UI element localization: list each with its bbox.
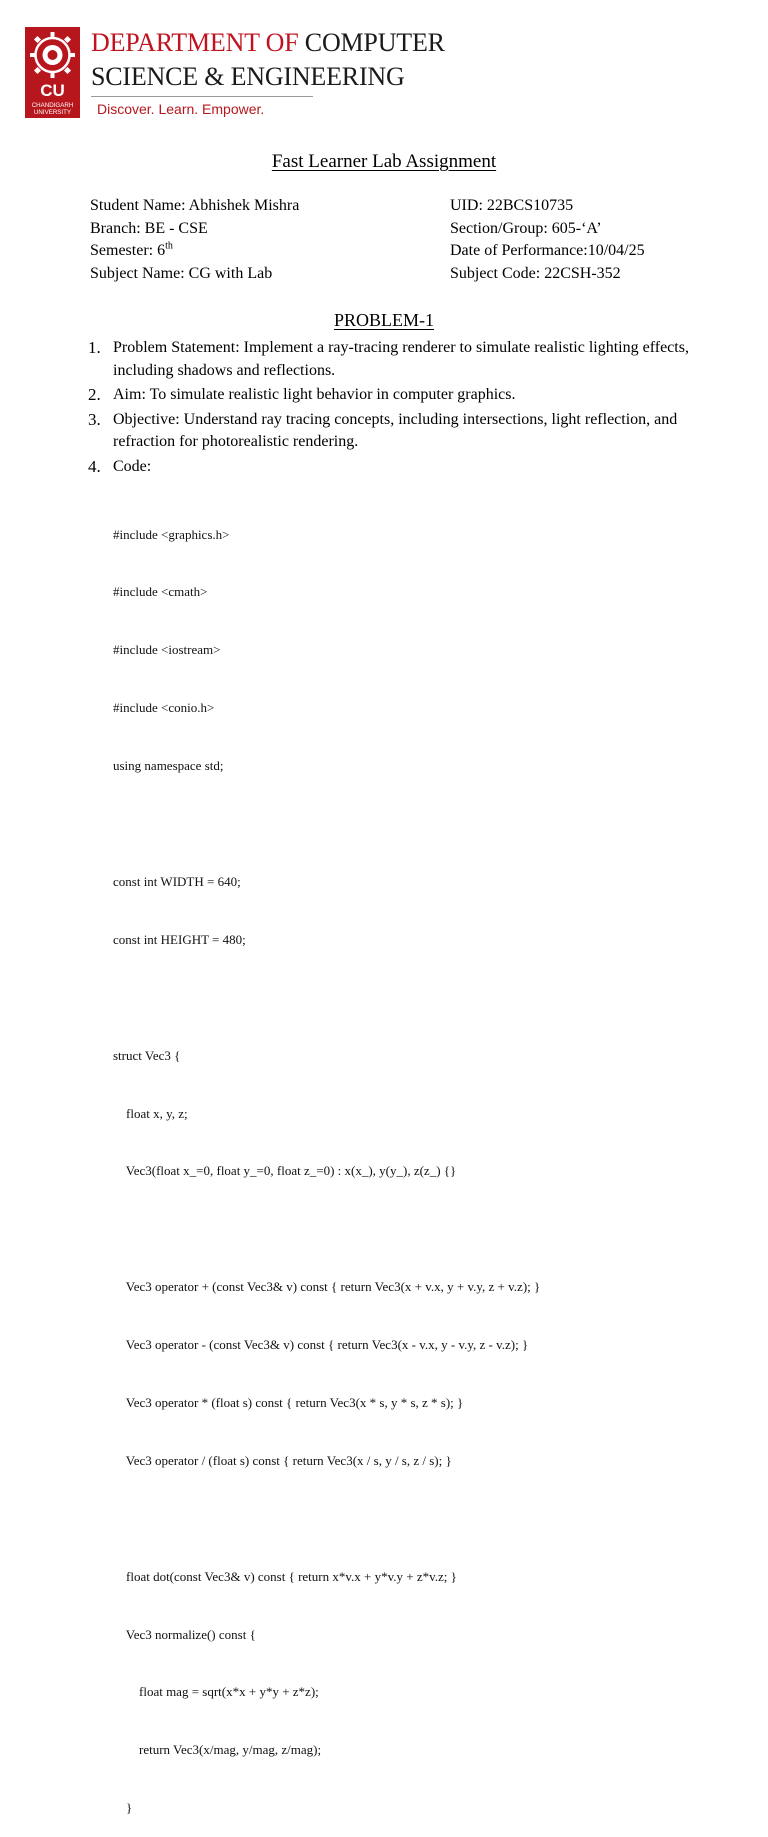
semester-value: Semester: 6: [90, 242, 166, 260]
code-line: [113, 988, 540, 1007]
aim: Aim: To simulate realistic light behavior in computer graphics.: [113, 386, 516, 403]
list-item: [88, 409, 708, 454]
code-line: #include <conio.h>: [113, 700, 215, 716]
list-item-number: 3.: [88, 409, 101, 429]
problem-statement: Problem Statement: Implement a ray-tracing renderer to simulate realistic lighting effects, including shadows and reflections.: [113, 339, 689, 379]
problem-heading-text: PROBLEM-1: [333, 310, 434, 330]
department-subtitle: SCIENCE & ENGINEERING: [91, 62, 405, 91]
student-info-left: [90, 195, 299, 286]
tagline: Discover. Learn. Empower.: [97, 101, 265, 117]
semester-suffix: th: [165, 241, 173, 253]
code-line: Vec3(float x_=0, float y_=0, float z_=0) : x(x_), y(y_), z(z_) {}: [113, 1163, 457, 1179]
document-title-text: Fast Learner Lab Assignment: [271, 151, 497, 172]
code-line: float x, y, z;: [113, 1105, 188, 1121]
department-title: [91, 27, 445, 59]
list-item: [88, 337, 708, 382]
university-logo: [25, 27, 80, 118]
section-group: Section/Group: 605-‘A’: [450, 219, 602, 237]
code-line: [113, 1219, 540, 1238]
list-item-number: 4.: [88, 456, 101, 476]
code-line: #include <iostream>: [113, 642, 221, 658]
subject-name: Subject Name: CG with Lab: [90, 265, 273, 283]
list-item-number: 2.: [88, 385, 101, 404]
problem-items: [88, 337, 708, 480]
logo-line2: UNIVERSITY: [33, 109, 72, 116]
department-title-part2: COMPUTER: [304, 28, 445, 57]
code-line: #include <graphics.h>: [113, 526, 230, 542]
code-line: #include <cmath>: [113, 584, 208, 600]
code-line: float mag = sqrt(x*x + y*y + z*z);: [113, 1684, 319, 1700]
code-line: const int HEIGHT = 480;: [113, 931, 246, 947]
code-line: [113, 814, 540, 833]
university-seal-icon: [25, 27, 80, 118]
logo-initials: CU: [40, 81, 65, 100]
problem-heading: [0, 309, 768, 331]
code-line: return Vec3(x/mag, y/mag, z/mag);: [113, 1742, 322, 1758]
code-line: Vec3 operator / (float s) const { return Vec3(x / s, y / s, z / s); }: [113, 1452, 452, 1468]
date-of-performance: Date of Performance:10/04/25: [450, 242, 645, 260]
code-line: float dot(const Vec3& v) const { return x*v.x + y*v.y + z*v.z; }: [113, 1568, 457, 1584]
objective: Objective: Understand ray tracing concepts, including intersections, light reflection, and refraction for photorealistic rendering.: [113, 410, 678, 450]
list-item: [88, 456, 708, 479]
semester: [90, 240, 299, 263]
branch: Branch: BE - CSE: [90, 219, 208, 237]
code-line: struct Vec3 {: [113, 1047, 181, 1063]
document-title: [0, 150, 768, 174]
header-divider: [91, 96, 313, 97]
department-title-part1: DEPARTMENT OF: [91, 28, 305, 57]
student-name: Student Name: Abhishek Mishra: [90, 197, 300, 214]
code-line: const int WIDTH = 640;: [113, 873, 241, 889]
code-line: Vec3 operator * (float s) const { return Vec3(x * s, y * s, z * s); }: [113, 1394, 464, 1410]
code-label: Code:: [113, 457, 152, 475]
code-line: Vec3 operator + (const Vec3& v) const { return Vec3(x + v.x, y + v.y, z + v.z); }: [113, 1279, 541, 1295]
subject-code: Subject Code: 22CSH-352: [450, 265, 621, 283]
code-line: Vec3 normalize() const {: [113, 1626, 256, 1642]
logo-line1: CHANDIGARH: [31, 102, 74, 109]
list-item-number: 1.: [88, 338, 101, 357]
code-line: using namespace std;: [113, 758, 224, 774]
code-line: [113, 1509, 540, 1528]
code-line: }: [113, 1800, 133, 1816]
code-block: [113, 486, 540, 1837]
list-item: [88, 384, 708, 407]
student-info-right: [450, 195, 645, 286]
code-line: Vec3 operator - (const Vec3& v) const { return Vec3(x - v.x, y - v.y, z - v.z); }: [113, 1337, 529, 1353]
uid: UID: 22BCS10735: [450, 197, 574, 214]
